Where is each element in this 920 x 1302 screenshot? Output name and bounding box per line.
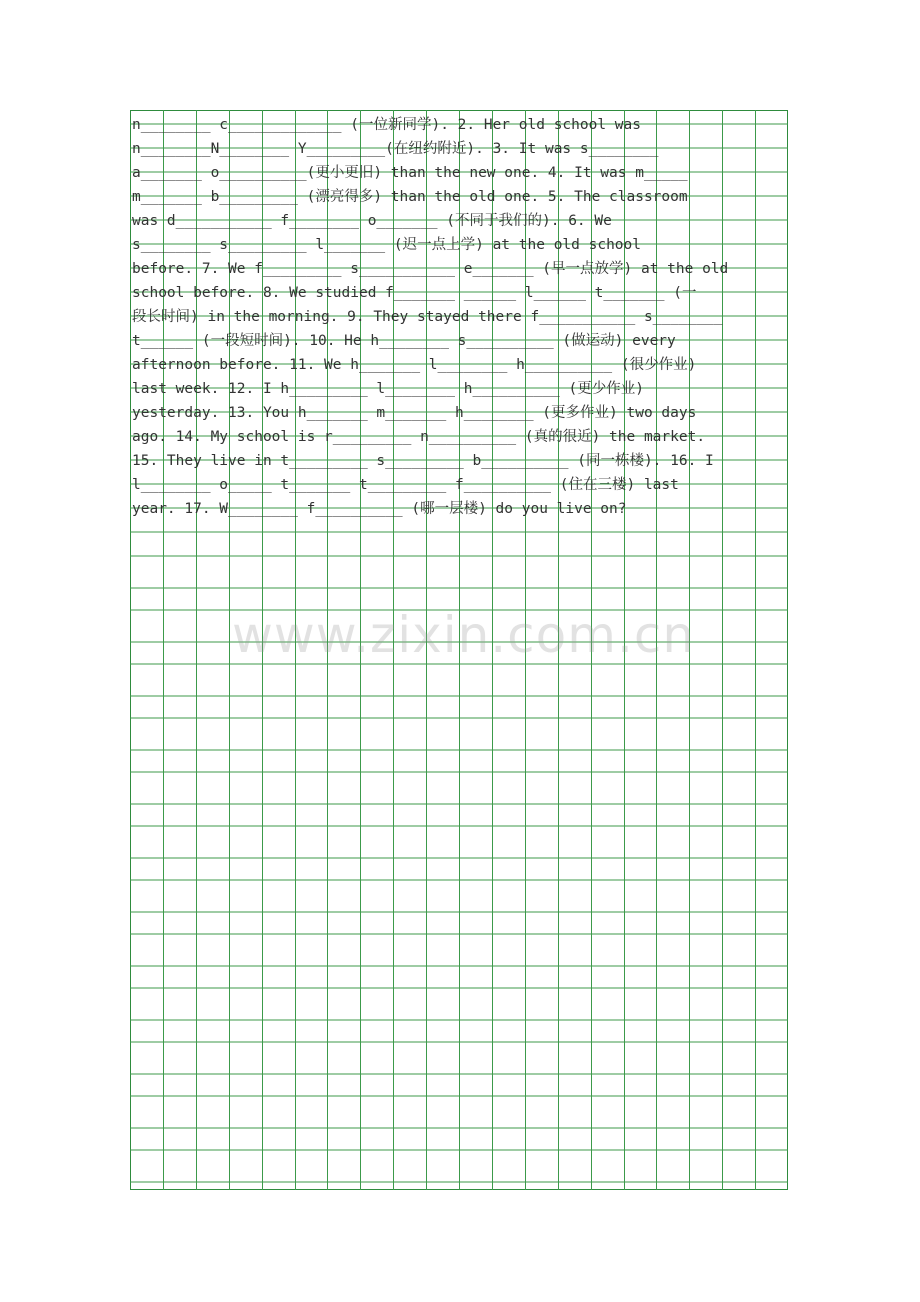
text-line: 段长时间) in the morning. 9. They stayed there f___________ s________ [132, 309, 723, 325]
text-line: l________ o_____ t_______ t_________ f__________ (住在三楼) last [132, 477, 679, 493]
text-line: was d___________ f________ o_______ (不同于我们的). 6. We [132, 213, 612, 229]
text-line: 15. They live in t_________ s_________ b__________ (同一栋楼). 16. I [132, 453, 714, 469]
text-line: before. 7. We f_________ s___________ e_______ (早一点放学) at the old [132, 261, 729, 277]
text-line: last week. 12. I h_________ l________ h__________ (更少作业) [132, 381, 644, 397]
text-line: m_______ b_________ (漂亮得多) than the old one. 5. The classroom [132, 189, 688, 205]
text-line: school before. 8. We studied f_______ ______ l______ t_______ (一 [132, 285, 697, 301]
text-line: year. 17. W________ f__________ (哪一层楼) do you live on? [132, 501, 627, 517]
text-line: t______ (一段短时间). 10. He h________ s__________ (做运动) every [132, 333, 676, 349]
text-line: s________ s_________ l_______ (迟一点上学) at the old school [132, 237, 641, 253]
exercise-text [132, 113, 822, 521]
text-line: n________N________ Y_________(在纽约附近). 3. It was s________ [132, 141, 659, 157]
text-line: afternoon before. 11. We h_______ l________ h__________ (很少作业) [132, 357, 697, 373]
text-line: a_______ o__________(更小更旧) than the new one. 4. It was m_____ [132, 165, 688, 181]
text-line: ago. 14. My school is r_________ n__________ (真的很近) the market. [132, 429, 706, 445]
text-line: n________ c_____________ (一位新同学). 2. Her old school was [132, 117, 641, 133]
watermark-text: www.zixin.com.cn [232, 606, 696, 664]
text-line: yesterday. 13. You h_______ m_______ h________ (更多作业) two days [132, 405, 697, 421]
